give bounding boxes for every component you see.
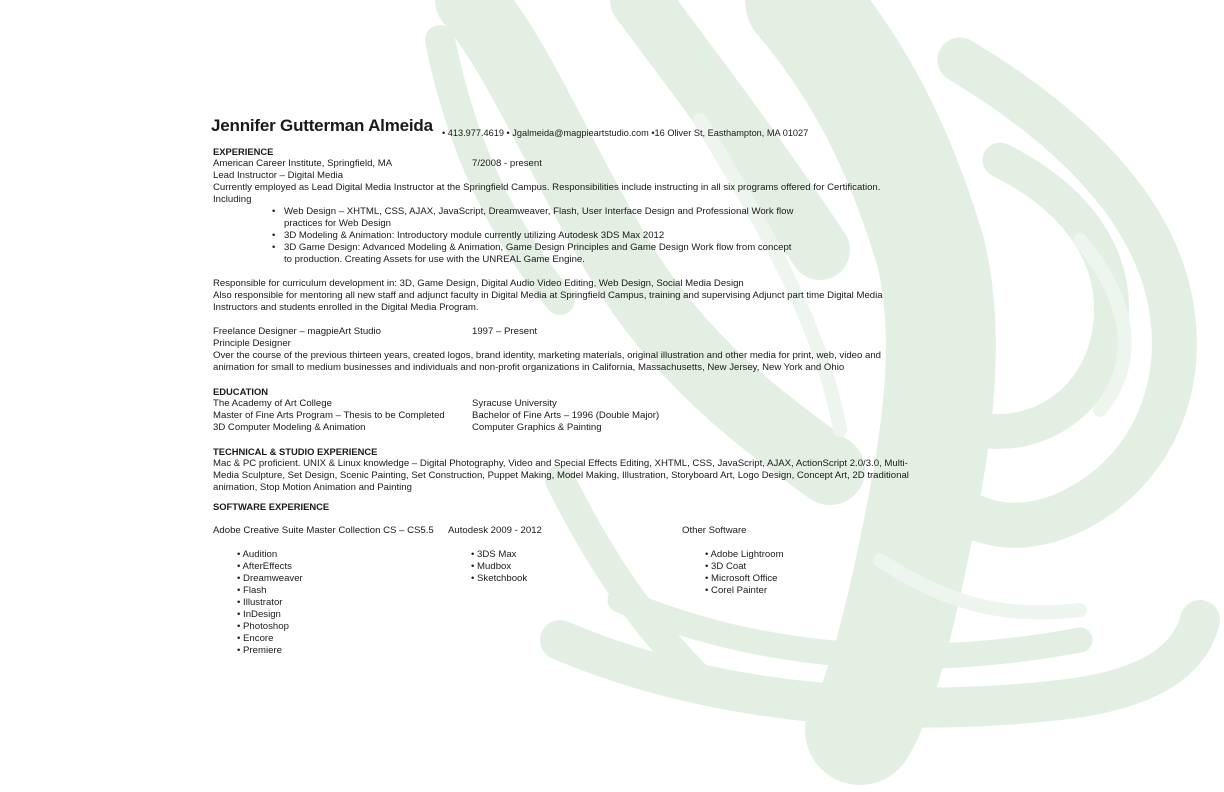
bullet-icon: •	[705, 561, 712, 572]
bullet-icon: •	[272, 242, 276, 253]
list-item: • Sketchbook	[471, 573, 528, 584]
list-item: • Audition	[237, 549, 278, 560]
bullet-icon: •	[237, 609, 244, 620]
bullet-icon: •	[471, 573, 478, 584]
bullet-icon: •	[237, 621, 244, 632]
list-item: • AfterEffects	[237, 561, 292, 572]
list-item: • Microsoft Office	[705, 573, 778, 584]
job2-title: Principle Designer	[213, 338, 291, 349]
bullet-icon: •	[237, 645, 244, 656]
bullet-icon: •	[471, 549, 478, 560]
experience-heading: EXPERIENCE	[213, 146, 274, 157]
job1-desc-line2: Including	[213, 194, 252, 205]
list-item: • Flash	[237, 585, 267, 596]
job1-mentoring-line1: Also responsible for mentoring all new staff and adjunct faculty in Digital Media at Springfield Campus, training and supervising Adjunct part time Digital Media	[213, 290, 883, 301]
list-item: • 3DS Max	[471, 549, 517, 560]
job2-desc-line2: animation for small to medium businesses and individuals and non-profit organizations in California, Massachusetts, New Jersey, New York and Ohio	[213, 362, 845, 373]
technical-heading: TECHNICAL & STUDIO EXPERIENCE	[213, 446, 378, 457]
job1-title: Lead Instructor – Digital Media	[213, 170, 344, 181]
bullet-icon: •	[237, 633, 244, 644]
list-item: • 3D Coat	[705, 561, 747, 572]
contact-line: • 413.977.4619 • Jgalmeida@magpieartstudio.com •16 Oliver St, Easthampton, MA 01027	[442, 128, 809, 138]
list-item: • Illustrator	[237, 597, 283, 608]
education-right-line: Computer Graphics & Painting	[472, 422, 602, 433]
technical-line3: animation, Stop Motion Animation and Painting	[213, 482, 412, 493]
list-item: • Premiere	[237, 645, 282, 656]
education-left-line: 3D Computer Modeling & Animation	[213, 422, 366, 433]
bullet-icon: •	[237, 573, 244, 584]
technical-line1: Mac & PC proficient. UNIX & Linux knowledge – Digital Photography, Video and Special Effects Editing, XHTML, CSS, JavaScript, AJAX, ActionScript 2.0/3.0, Multi-	[213, 458, 908, 469]
job1-desc-line1: Currently employed as Lead Digital Media Instructor at the Springfield Campus. Responsibilities include instructing in all six programs offered for Certification.	[213, 182, 881, 193]
job2-desc-line1: Over the course of the previous thirteen years, created logos, brand identity, marketing materials, original illustration and other media for print, web, video and	[213, 350, 882, 361]
bullet-icon: •	[237, 597, 244, 608]
software-column-title: Autodesk 2009 - 2012	[448, 525, 542, 536]
job2-dates: 1997 – Present	[472, 326, 538, 337]
list-item: • Dreamweaver	[237, 573, 303, 584]
list-item: • Corel Painter	[705, 585, 768, 596]
bullet-icon: •	[705, 549, 711, 560]
education-left-line: Master of Fine Arts Program – Thesis to be Completed	[213, 410, 445, 421]
job1-dates: 7/2008 - present	[472, 158, 542, 169]
list-item: • Mudbox	[471, 561, 512, 572]
bullet-icon: •	[471, 561, 478, 572]
education-left-line: The Academy of Art College	[213, 398, 332, 409]
job1-mentoring-line2: Instructors and students enrolled in the Digital Media Program.	[213, 302, 479, 313]
list-item: • Photoshop	[237, 621, 289, 632]
technical-line2: Media Sculpture, Set Design, Scenic Painting, Set Construction, Puppet Making, Model Making, Illustration, Storyboard Art, Logo Design, Concept Art, 2D traditional	[213, 470, 909, 481]
list-item: • InDesign	[237, 609, 281, 620]
bullet-icon: •	[705, 573, 712, 584]
bullet-icon: •	[237, 561, 243, 572]
bullet-icon: •	[237, 585, 244, 596]
list-item: • Encore	[237, 633, 274, 644]
bullet-icon: •	[272, 206, 276, 217]
software-column-title: Adobe Creative Suite Master Collection CS – CS5.5	[213, 525, 434, 536]
education-heading: EDUCATION	[213, 386, 269, 397]
education-right-line: Syracuse University	[472, 398, 557, 409]
bullet-icon: •	[272, 230, 276, 241]
list-item: • Adobe Lightroom	[705, 549, 784, 560]
bullet-icon: •	[705, 585, 712, 596]
education-right-line: Bachelor of Fine Arts – 1996 (Double Major)	[472, 410, 660, 421]
resume-name: Jennifer Gutterman Almeida	[211, 116, 433, 135]
bullet-icon: •	[237, 549, 243, 560]
job1-org: American Career Institute, Springfield, MA	[213, 158, 393, 169]
job2-org: Freelance Designer – magpieArt Studio	[213, 326, 381, 337]
software-heading: SOFTWARE EXPERIENCE	[213, 501, 330, 512]
job1-curriculum: Responsible for curriculum development in: 3D, Game Design, Digital Audio Video Editing, Web Design, Social Media Design	[213, 278, 744, 289]
software-column-title: Other Software	[682, 525, 747, 536]
